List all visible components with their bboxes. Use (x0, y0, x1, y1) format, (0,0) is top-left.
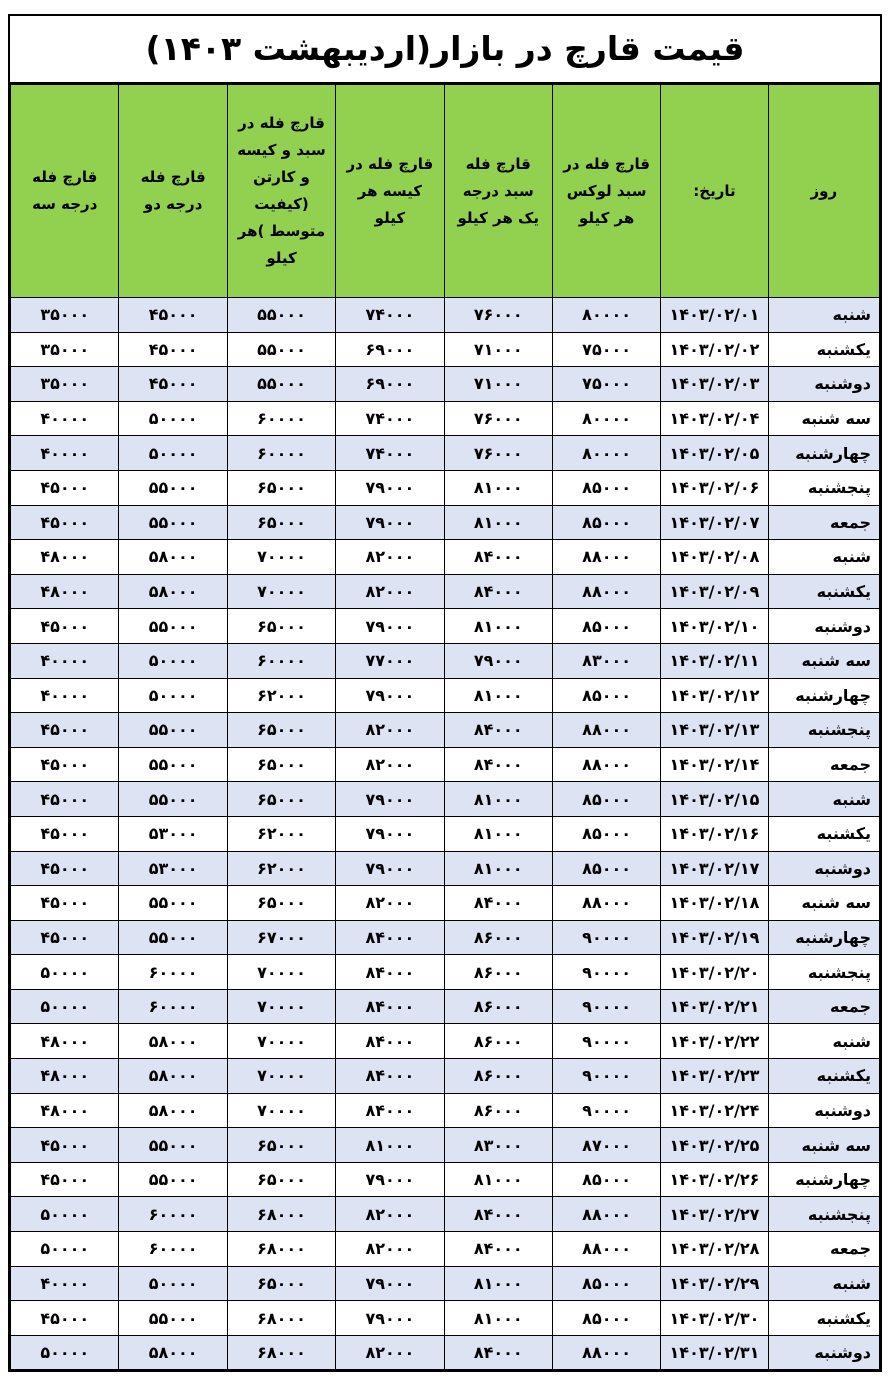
lux-basket-price: ۸۸۰۰۰ (552, 886, 660, 921)
grade-three-price: ۴۰۰۰۰ (11, 436, 119, 471)
table-row (11, 1093, 880, 1128)
grade-two-price: ۵۰۰۰۰ (119, 401, 227, 436)
table-row (11, 332, 880, 367)
date-cell: ۱۴۰۳/۰۲/۱۷ (661, 851, 768, 886)
bag-price: ۷۹۰۰۰ (336, 1266, 444, 1301)
date-cell: ۱۴۰۳/۰۲/۲۴ (661, 1093, 768, 1128)
grade-two-price: ۶۰۰۰۰ (119, 989, 227, 1024)
day-cell: پنجشنبه (768, 470, 879, 505)
bag-price: ۸۲۰۰۰ (336, 1232, 444, 1267)
medium-quality-price: ۷۰۰۰۰ (227, 574, 335, 609)
price-table-sheet (8, 14, 882, 1372)
grade-three-price: ۴۸۰۰۰ (11, 574, 119, 609)
lux-basket-price: ۸۸۰۰۰ (552, 540, 660, 575)
bag-price: ۸۱۰۰۰ (336, 1128, 444, 1163)
grade-two-price: ۵۸۰۰۰ (119, 1093, 227, 1128)
date-cell: ۱۴۰۳/۰۲/۳۱ (661, 1335, 768, 1370)
grade-three-price: ۴۵۰۰۰ (11, 1128, 119, 1163)
grade-three-price: ۵۰۰۰۰ (11, 1335, 119, 1370)
grade-two-price: ۵۸۰۰۰ (119, 1335, 227, 1370)
date-cell: ۱۴۰۳/۰۲/۲۸ (661, 1232, 768, 1267)
day-cell: سه شنبه (768, 886, 879, 921)
medium-quality-price: ۶۵۰۰۰ (227, 1162, 335, 1197)
medium-quality-price: ۵۵۰۰۰ (227, 367, 335, 402)
bag-price: ۷۹۰۰۰ (336, 470, 444, 505)
date-cell: ۱۴۰۳/۰۲/۲۱ (661, 989, 768, 1024)
grade-three-price: ۴۰۰۰۰ (11, 643, 119, 678)
grade-one-basket-price: ۸۱۰۰۰ (444, 816, 552, 851)
day-cell: پنجشنبه (768, 955, 879, 990)
grade-three-price: ۴۵۰۰۰ (11, 816, 119, 851)
grade-two-price: ۵۰۰۰۰ (119, 1266, 227, 1301)
grade-one-basket-price: ۸۱۰۰۰ (444, 1301, 552, 1336)
day-cell: سه شنبه (768, 401, 879, 436)
grade-three-price: ۴۰۰۰۰ (11, 678, 119, 713)
bag-price: ۸۴۰۰۰ (336, 1024, 444, 1059)
date-cell: ۱۴۰۳/۰۲/۰۳ (661, 367, 768, 402)
date-cell: ۱۴۰۳/۰۲/۱۱ (661, 643, 768, 678)
bag-price: ۸۲۰۰۰ (336, 1197, 444, 1232)
price-table (10, 84, 880, 1370)
day-cell: چهارشنبه (768, 1162, 879, 1197)
grade-one-basket-price: ۸۴۰۰۰ (444, 747, 552, 782)
date-cell: ۱۴۰۳/۰۲/۰۸ (661, 540, 768, 575)
date-cell: ۱۴۰۳/۰۲/۲۰ (661, 955, 768, 990)
grade-three-price: ۴۵۰۰۰ (11, 505, 119, 540)
grade-three-price: ۴۰۰۰۰ (11, 1266, 119, 1301)
day-cell: پنجشنبه (768, 1197, 879, 1232)
date-cell: ۱۴۰۳/۰۲/۰۷ (661, 505, 768, 540)
day-cell: یکشنبه (768, 332, 879, 367)
table-row (11, 1232, 880, 1267)
lux-basket-price: ۸۰۰۰۰ (552, 401, 660, 436)
grade-one-basket-price: ۸۴۰۰۰ (444, 1232, 552, 1267)
grade-one-basket-price: ۸۴۰۰۰ (444, 713, 552, 748)
grade-two-price: ۵۸۰۰۰ (119, 1024, 227, 1059)
lux-basket-price: ۸۵۰۰۰ (552, 1266, 660, 1301)
date-cell: ۱۴۰۳/۰۲/۲۷ (661, 1197, 768, 1232)
grade-one-basket-price: ۷۶۰۰۰ (444, 298, 552, 333)
grade-one-basket-price: ۸۴۰۰۰ (444, 1197, 552, 1232)
bag-price: ۷۴۰۰۰ (336, 401, 444, 436)
grade-one-basket-price: ۸۱۰۰۰ (444, 1162, 552, 1197)
table-body (11, 298, 880, 1370)
table-row (11, 470, 880, 505)
day-cell: یکشنبه (768, 574, 879, 609)
grade-two-price: ۵۵۰۰۰ (119, 920, 227, 955)
medium-quality-price: ۷۰۰۰۰ (227, 989, 335, 1024)
medium-quality-price: ۷۰۰۰۰ (227, 955, 335, 990)
day-cell: چهارشنبه (768, 920, 879, 955)
grade-two-price: ۶۰۰۰۰ (119, 955, 227, 990)
lux-basket-price: ۸۳۰۰۰ (552, 643, 660, 678)
date-cell: ۱۴۰۳/۰۲/۰۱ (661, 298, 768, 333)
table-row (11, 1128, 880, 1163)
medium-quality-price: ۶۵۰۰۰ (227, 505, 335, 540)
day-cell: یکشنبه (768, 1059, 879, 1094)
bag-price: ۷۴۰۰۰ (336, 298, 444, 333)
medium-quality-price: ۶۸۰۰۰ (227, 1335, 335, 1370)
date-cell: ۱۴۰۳/۰۲/۳۰ (661, 1301, 768, 1336)
table-row (11, 747, 880, 782)
grade-three-price: ۴۸۰۰۰ (11, 540, 119, 575)
bag-price: ۸۴۰۰۰ (336, 989, 444, 1024)
grade-one-basket-price: ۸۴۰۰۰ (444, 886, 552, 921)
grade-two-price: ۵۵۰۰۰ (119, 782, 227, 817)
day-cell: دوشنبه (768, 609, 879, 644)
bag-price: ۸۴۰۰۰ (336, 920, 444, 955)
bag-price: ۷۹۰۰۰ (336, 1162, 444, 1197)
medium-quality-price: ۶۵۰۰۰ (227, 1266, 335, 1301)
table-row (11, 609, 880, 644)
table-row (11, 1266, 880, 1301)
grade-two-price: ۵۸۰۰۰ (119, 1059, 227, 1094)
grade-two-price: ۵۵۰۰۰ (119, 713, 227, 748)
grade-three-price: ۴۵۰۰۰ (11, 470, 119, 505)
grade-three-price: ۴۰۰۰۰ (11, 401, 119, 436)
grade-two-price: ۵۵۰۰۰ (119, 505, 227, 540)
grade-one-basket-price: ۷۹۰۰۰ (444, 643, 552, 678)
day-cell: یکشنبه (768, 816, 879, 851)
bag-price: ۷۹۰۰۰ (336, 851, 444, 886)
grade-three-price: ۴۵۰۰۰ (11, 609, 119, 644)
lux-basket-price: ۷۵۰۰۰ (552, 367, 660, 402)
grade-two-price: ۶۰۰۰۰ (119, 1197, 227, 1232)
grade-two-price: ۵۵۰۰۰ (119, 1128, 227, 1163)
day-cell: دوشنبه (768, 1093, 879, 1128)
grade-one-basket-price: ۸۱۰۰۰ (444, 1266, 552, 1301)
bag-price: ۷۹۰۰۰ (336, 678, 444, 713)
header-grade-two: قارچ فله درجه دو (119, 85, 227, 298)
table-row (11, 886, 880, 921)
table-row (11, 713, 880, 748)
grade-two-price: ۵۳۰۰۰ (119, 816, 227, 851)
lux-basket-price: ۸۰۰۰۰ (552, 436, 660, 471)
day-cell: شنبه (768, 782, 879, 817)
lux-basket-price: ۸۵۰۰۰ (552, 816, 660, 851)
day-cell: جمعه (768, 989, 879, 1024)
grade-one-basket-price: ۸۶۰۰۰ (444, 920, 552, 955)
medium-quality-price: ۷۰۰۰۰ (227, 540, 335, 575)
grade-one-basket-price: ۷۶۰۰۰ (444, 436, 552, 471)
day-cell: یکشنبه (768, 1301, 879, 1336)
table-row (11, 920, 880, 955)
bag-price: ۸۲۰۰۰ (336, 886, 444, 921)
grade-one-basket-price: ۸۱۰۰۰ (444, 609, 552, 644)
day-cell: جمعه (768, 1232, 879, 1267)
grade-two-price: ۴۵۰۰۰ (119, 332, 227, 367)
lux-basket-price: ۹۰۰۰۰ (552, 1093, 660, 1128)
date-cell: ۱۴۰۳/۰۲/۲۹ (661, 1266, 768, 1301)
grade-three-price: ۴۵۰۰۰ (11, 747, 119, 782)
header-bag: قارچ فله در کیسه هر کیلو (336, 85, 444, 298)
date-cell: ۱۴۰۳/۰۲/۰۴ (661, 401, 768, 436)
lux-basket-price: ۸۵۰۰۰ (552, 609, 660, 644)
grade-one-basket-price: ۸۴۰۰۰ (444, 574, 552, 609)
table-row (11, 1335, 880, 1370)
table-row (11, 782, 880, 817)
table-row (11, 505, 880, 540)
grade-one-basket-price: ۸۳۰۰۰ (444, 1128, 552, 1163)
table-row (11, 851, 880, 886)
medium-quality-price: ۷۰۰۰۰ (227, 1024, 335, 1059)
medium-quality-price: ۶۵۰۰۰ (227, 747, 335, 782)
grade-one-basket-price: ۸۱۰۰۰ (444, 678, 552, 713)
medium-quality-price: ۵۵۰۰۰ (227, 332, 335, 367)
day-cell: شنبه (768, 1024, 879, 1059)
bag-price: ۷۹۰۰۰ (336, 609, 444, 644)
day-cell: شنبه (768, 1266, 879, 1301)
table-row (11, 1024, 880, 1059)
medium-quality-price: ۷۰۰۰۰ (227, 1059, 335, 1094)
bag-price: ۸۴۰۰۰ (336, 1093, 444, 1128)
grade-one-basket-price: ۸۴۰۰۰ (444, 1335, 552, 1370)
table-row (11, 1301, 880, 1336)
day-cell: جمعه (768, 505, 879, 540)
header-medium-quality: قارچ فله در سبد و کیسه و کارتن (کیفیت متوسط )هر کیلو (227, 85, 335, 298)
date-cell: ۱۴۰۳/۰۲/۱۶ (661, 816, 768, 851)
bag-price: ۸۲۰۰۰ (336, 1335, 444, 1370)
bag-price: ۷۷۰۰۰ (336, 643, 444, 678)
medium-quality-price: ۶۰۰۰۰ (227, 436, 335, 471)
bag-price: ۷۹۰۰۰ (336, 1301, 444, 1336)
header-lux-basket: قارچ فله در سبد لوکس هر کیلو (552, 85, 660, 298)
date-cell: ۱۴۰۳/۰۲/۲۶ (661, 1162, 768, 1197)
grade-one-basket-price: ۷۱۰۰۰ (444, 332, 552, 367)
lux-basket-price: ۸۸۰۰۰ (552, 574, 660, 609)
grade-two-price: ۵۵۰۰۰ (119, 747, 227, 782)
lux-basket-price: ۸۵۰۰۰ (552, 678, 660, 713)
grade-three-price: ۴۸۰۰۰ (11, 1024, 119, 1059)
grade-two-price: ۵۳۰۰۰ (119, 851, 227, 886)
lux-basket-price: ۸۵۰۰۰ (552, 1301, 660, 1336)
grade-three-price: ۴۵۰۰۰ (11, 851, 119, 886)
bag-price: ۸۲۰۰۰ (336, 747, 444, 782)
day-cell: سه شنبه (768, 1128, 879, 1163)
lux-basket-price: ۹۰۰۰۰ (552, 920, 660, 955)
grade-three-price: ۴۸۰۰۰ (11, 1093, 119, 1128)
day-cell: جمعه (768, 747, 879, 782)
lux-basket-price: ۹۰۰۰۰ (552, 955, 660, 990)
date-cell: ۱۴۰۳/۰۲/۱۵ (661, 782, 768, 817)
table-row (11, 816, 880, 851)
grade-one-basket-price: ۸۱۰۰۰ (444, 505, 552, 540)
table-row (11, 540, 880, 575)
header-day: روز (768, 85, 879, 298)
medium-quality-price: ۶۸۰۰۰ (227, 1232, 335, 1267)
grade-one-basket-price: ۸۱۰۰۰ (444, 782, 552, 817)
lux-basket-price: ۸۵۰۰۰ (552, 470, 660, 505)
grade-two-price: ۵۸۰۰۰ (119, 540, 227, 575)
table-row (11, 401, 880, 436)
grade-two-price: ۵۰۰۰۰ (119, 643, 227, 678)
lux-basket-price: ۸۰۰۰۰ (552, 298, 660, 333)
date-cell: ۱۴۰۳/۰۲/۰۶ (661, 470, 768, 505)
medium-quality-price: ۶۲۰۰۰ (227, 678, 335, 713)
lux-basket-price: ۸۸۰۰۰ (552, 747, 660, 782)
medium-quality-price: ۶۵۰۰۰ (227, 886, 335, 921)
lux-basket-price: ۹۰۰۰۰ (552, 1024, 660, 1059)
bag-price: ۷۴۰۰۰ (336, 436, 444, 471)
date-cell: ۱۴۰۳/۰۲/۲۲ (661, 1024, 768, 1059)
grade-three-price: ۵۰۰۰۰ (11, 1197, 119, 1232)
day-cell: پنجشنبه (768, 713, 879, 748)
lux-basket-price: ۸۵۰۰۰ (552, 782, 660, 817)
header-row (11, 85, 880, 298)
day-cell: شنبه (768, 298, 879, 333)
lux-basket-price: ۸۸۰۰۰ (552, 1197, 660, 1232)
grade-three-price: ۳۵۰۰۰ (11, 298, 119, 333)
day-cell: دوشنبه (768, 851, 879, 886)
medium-quality-price: ۶۵۰۰۰ (227, 609, 335, 644)
grade-two-price: ۵۵۰۰۰ (119, 886, 227, 921)
medium-quality-price: ۶۰۰۰۰ (227, 643, 335, 678)
table-row (11, 955, 880, 990)
date-cell: ۱۴۰۳/۰۲/۱۰ (661, 609, 768, 644)
grade-three-price: ۴۵۰۰۰ (11, 713, 119, 748)
grade-three-price: ۵۰۰۰۰ (11, 1232, 119, 1267)
header-date: تاریخ: (661, 85, 768, 298)
grade-one-basket-price: ۸۴۰۰۰ (444, 540, 552, 575)
lux-basket-price: ۸۸۰۰۰ (552, 1232, 660, 1267)
grade-two-price: ۵۵۰۰۰ (119, 609, 227, 644)
grade-three-price: ۴۸۰۰۰ (11, 1059, 119, 1094)
table-row (11, 678, 880, 713)
lux-basket-price: ۸۵۰۰۰ (552, 851, 660, 886)
bag-price: ۸۲۰۰۰ (336, 574, 444, 609)
lux-basket-price: ۸۷۰۰۰ (552, 1128, 660, 1163)
bag-price: ۸۲۰۰۰ (336, 540, 444, 575)
grade-one-basket-price: ۸۱۰۰۰ (444, 470, 552, 505)
grade-one-basket-price: ۷۱۰۰۰ (444, 367, 552, 402)
medium-quality-price: ۷۰۰۰۰ (227, 1093, 335, 1128)
bag-price: ۷۹۰۰۰ (336, 782, 444, 817)
table-row (11, 643, 880, 678)
table-row (11, 1197, 880, 1232)
lux-basket-price: ۸۸۰۰۰ (552, 713, 660, 748)
grade-two-price: ۵۰۰۰۰ (119, 678, 227, 713)
page-title: قیمت قارچ در بازار(اردیبهشت ۱۴۰۳) (10, 16, 880, 84)
date-cell: ۱۴۰۳/۰۲/۱۸ (661, 886, 768, 921)
grade-two-price: ۴۵۰۰۰ (119, 367, 227, 402)
date-cell: ۱۴۰۳/۰۲/۰۹ (661, 574, 768, 609)
lux-basket-price: ۷۵۰۰۰ (552, 332, 660, 367)
grade-one-basket-price: ۸۶۰۰۰ (444, 955, 552, 990)
medium-quality-price: ۵۵۰۰۰ (227, 298, 335, 333)
bag-price: ۶۹۰۰۰ (336, 332, 444, 367)
grade-three-price: ۳۵۰۰۰ (11, 332, 119, 367)
lux-basket-price: ۹۰۰۰۰ (552, 989, 660, 1024)
bag-price: ۸۴۰۰۰ (336, 955, 444, 990)
lux-basket-price: ۸۵۰۰۰ (552, 1162, 660, 1197)
date-cell: ۱۴۰۳/۰۲/۲۳ (661, 1059, 768, 1094)
bag-price: ۷۹۰۰۰ (336, 505, 444, 540)
day-cell: سه شنبه (768, 643, 879, 678)
table-row (11, 574, 880, 609)
grade-one-basket-price: ۸۶۰۰۰ (444, 989, 552, 1024)
grade-two-price: ۵۵۰۰۰ (119, 470, 227, 505)
date-cell: ۱۴۰۳/۰۲/۲۵ (661, 1128, 768, 1163)
grade-two-price: ۵۵۰۰۰ (119, 1162, 227, 1197)
day-cell: دوشنبه (768, 1335, 879, 1370)
grade-three-price: ۳۵۰۰۰ (11, 367, 119, 402)
bag-price: ۸۲۰۰۰ (336, 713, 444, 748)
day-cell: دوشنبه (768, 367, 879, 402)
header-grade-one-basket: قارچ فله سبد درجه یک هر کیلو (444, 85, 552, 298)
grade-three-price: ۵۰۰۰۰ (11, 955, 119, 990)
grade-three-price: ۴۵۰۰۰ (11, 886, 119, 921)
grade-three-price: ۴۵۰۰۰ (11, 1301, 119, 1336)
header-grade-three: قارچ فله درجه سه (11, 85, 119, 298)
medium-quality-price: ۶۵۰۰۰ (227, 470, 335, 505)
date-cell: ۱۴۰۳/۰۲/۱۴ (661, 747, 768, 782)
medium-quality-price: ۶۸۰۰۰ (227, 1197, 335, 1232)
date-cell: ۱۴۰۳/۰۲/۱۹ (661, 920, 768, 955)
grade-three-price: ۴۵۰۰۰ (11, 920, 119, 955)
grade-two-price: ۵۵۰۰۰ (119, 1301, 227, 1336)
medium-quality-price: ۶۲۰۰۰ (227, 816, 335, 851)
grade-one-basket-price: ۸۶۰۰۰ (444, 1093, 552, 1128)
day-cell: چهارشنبه (768, 436, 879, 471)
date-cell: ۱۴۰۳/۰۲/۱۲ (661, 678, 768, 713)
table-row (11, 1162, 880, 1197)
date-cell: ۱۴۰۳/۰۲/۰۵ (661, 436, 768, 471)
medium-quality-price: ۶۰۰۰۰ (227, 401, 335, 436)
day-cell: چهارشنبه (768, 678, 879, 713)
medium-quality-price: ۶۲۰۰۰ (227, 851, 335, 886)
table-row (11, 436, 880, 471)
lux-basket-price: ۹۰۰۰۰ (552, 1059, 660, 1094)
grade-three-price: ۵۰۰۰۰ (11, 989, 119, 1024)
grade-one-basket-price: ۸۱۰۰۰ (444, 851, 552, 886)
grade-three-price: ۴۵۰۰۰ (11, 1162, 119, 1197)
grade-one-basket-price: ۷۶۰۰۰ (444, 401, 552, 436)
bag-price: ۷۹۰۰۰ (336, 816, 444, 851)
date-cell: ۱۴۰۳/۰۲/۱۳ (661, 713, 768, 748)
medium-quality-price: ۶۷۰۰۰ (227, 920, 335, 955)
table-row (11, 298, 880, 333)
grade-two-price: ۴۵۰۰۰ (119, 298, 227, 333)
grade-one-basket-price: ۸۶۰۰۰ (444, 1024, 552, 1059)
date-cell: ۱۴۰۳/۰۲/۰۲ (661, 332, 768, 367)
grade-two-price: ۶۰۰۰۰ (119, 1232, 227, 1267)
table-row (11, 367, 880, 402)
bag-price: ۶۹۰۰۰ (336, 367, 444, 402)
grade-one-basket-price: ۸۶۰۰۰ (444, 1059, 552, 1094)
lux-basket-price: ۸۸۰۰۰ (552, 1335, 660, 1370)
medium-quality-price: ۶۵۰۰۰ (227, 713, 335, 748)
grade-two-price: ۵۰۰۰۰ (119, 436, 227, 471)
medium-quality-price: ۶۵۰۰۰ (227, 782, 335, 817)
day-cell: شنبه (768, 540, 879, 575)
bag-price: ۸۴۰۰۰ (336, 1059, 444, 1094)
table-row (11, 989, 880, 1024)
grade-three-price: ۴۵۰۰۰ (11, 782, 119, 817)
grade-two-price: ۵۸۰۰۰ (119, 574, 227, 609)
medium-quality-price: ۶۸۰۰۰ (227, 1301, 335, 1336)
table-row (11, 1059, 880, 1094)
lux-basket-price: ۸۵۰۰۰ (552, 505, 660, 540)
medium-quality-price: ۶۵۰۰۰ (227, 1128, 335, 1163)
